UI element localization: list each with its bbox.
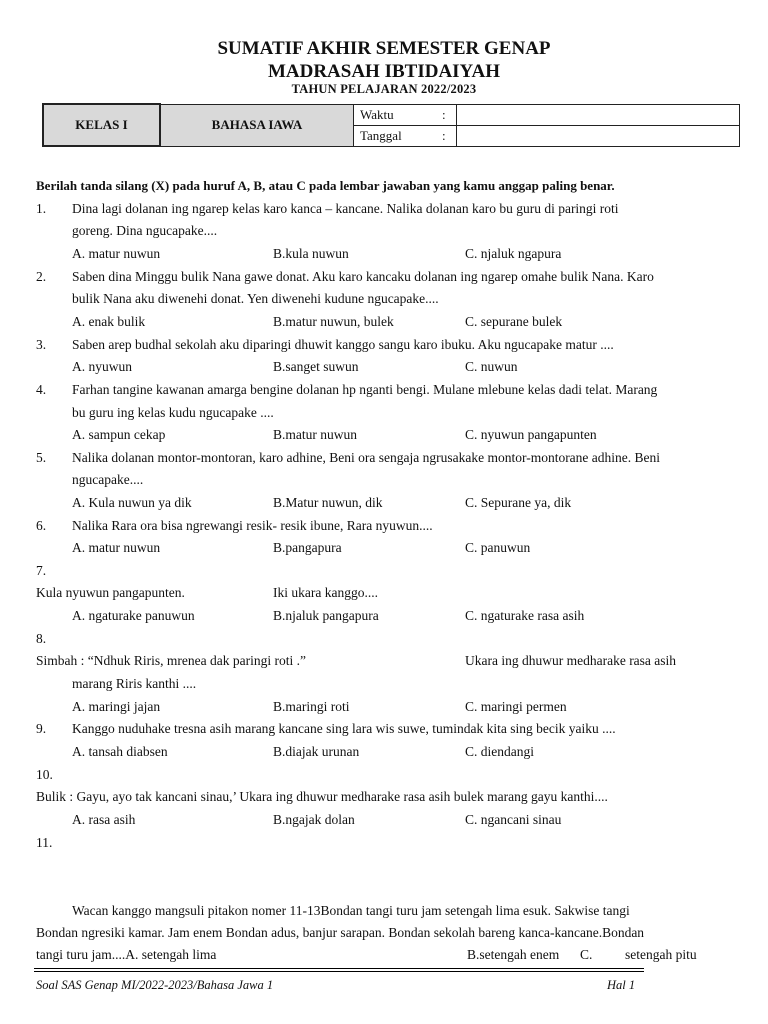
- option-b: B.kula nuwun: [273, 246, 349, 261]
- question-text: Kula nyuwun pangapunten.: [36, 585, 185, 600]
- page-number: Hal 1: [607, 978, 636, 992]
- question-number: 6.: [36, 518, 47, 533]
- question-text: Saben dina Minggu bulik Nana gawe donat. Aku karo kancaku dolanan ing ngarep omahe bulik Nana. Karo: [72, 269, 654, 284]
- date-value-field[interactable]: [457, 125, 740, 146]
- time-colon: :: [436, 104, 457, 125]
- academic-year: TAHUN PELAJARAN 2022/2023: [291, 82, 477, 96]
- question-number: 1.: [36, 201, 47, 216]
- option-a: A. ngaturake panuwun: [72, 608, 195, 623]
- option-c-letter: C.: [580, 947, 593, 962]
- question-text: Nalika Rara ora bisa ngrewangi resik- resik ibune, Rara nyuwun....: [72, 518, 433, 533]
- option-a: A. Kula nuwun ya dik: [72, 495, 192, 510]
- footer-left: Soal SAS Genap MI/2022-2023/Bahasa Jawa 1: [36, 978, 274, 992]
- option-c: C. sepurane bulek: [465, 314, 563, 329]
- question-text: Dina lagi dolanan ing ngarep kelas karo kanca – kancane. Nalika dolanan karo bu guru di paringi roti: [72, 201, 619, 216]
- question-number: 5.: [36, 450, 47, 465]
- question-text: goreng. Dina ngucapake....: [72, 223, 218, 238]
- option-b: B.njaluk pangapura: [273, 608, 379, 623]
- option-b: B.setengah enem: [467, 947, 560, 962]
- option-b: B.diajak urunan: [273, 744, 360, 759]
- info-table: [42, 103, 740, 147]
- passage-text: tangi turu jam....A. setengah lima: [36, 947, 217, 962]
- question-text: Simbah : “Ndhuk Riris, mrenea dak paringi roti .”: [36, 653, 306, 668]
- option-c: C. Sepurane ya, dik: [465, 495, 572, 510]
- option-c: C. nyuwun pangapunten: [465, 427, 597, 442]
- time-value-field[interactable]: [457, 104, 740, 125]
- option-a: A. nyuwun: [72, 359, 132, 374]
- option-c: C. panuwun: [465, 540, 531, 555]
- date-label: Tanggal: [354, 125, 437, 146]
- question-number: 9.: [36, 721, 47, 736]
- passage-text: Bondan ngresiki kamar. Jam enem Bondan adus, banjur sarapan. Bondan sekolah bareng kanca-kancane.Bondan: [36, 925, 645, 940]
- question-text: Bulik : Gayu, ayo tak kancani sinau,’ Ukara ing dhuwur medharake rasa asih bulek marang gayu kanthi....: [36, 789, 608, 804]
- option-b: B.pangapura: [273, 540, 342, 555]
- question-text: Ukara ing dhuwur medharake rasa asih: [465, 653, 677, 668]
- question-number: 2.: [36, 269, 47, 284]
- option-a: A. sampun cekap: [72, 427, 166, 442]
- footer-rule: [34, 968, 644, 969]
- question-number: 10.: [36, 767, 53, 782]
- option-c: C. ngancani sinau: [465, 812, 562, 827]
- question-text: Kanggo nuduhake tresna asih marang kancane sing lara wis suwe, tumindak kita sing becik yaiku ....: [72, 721, 616, 736]
- option-c: C. nuwun: [465, 359, 518, 374]
- question-text: Farhan tangine kawanan amarga bengine dolanan hp nganti bengi. Mulane mlebune kelas dadi telat. Marang: [72, 382, 658, 397]
- subject-label: BAHASA IAWA: [160, 104, 354, 146]
- option-a: A. matur nuwun: [72, 540, 161, 555]
- option-a: A. tansah diabsen: [72, 744, 168, 759]
- question-text: ngucapake....: [72, 472, 144, 487]
- question-text: Nalika dolanan montor-montoran, karo adhine, Beni ora sengaja ngrusakake montor-montorane adhine. Beni: [72, 450, 661, 465]
- question-number: 8.: [36, 631, 47, 646]
- option-b: B.matur nuwun: [273, 427, 357, 442]
- question-number: 11.: [36, 835, 53, 850]
- option-c: C. maringi permen: [465, 699, 567, 714]
- option-c: C. ngaturake rasa asih: [465, 608, 585, 623]
- class-label: KELAS I: [43, 104, 160, 146]
- question-text: marang Riris kanthi ....: [72, 676, 197, 691]
- question-number: 3.: [36, 337, 47, 352]
- option-b: B.Matur nuwun, dik: [273, 495, 383, 510]
- question-text: Saben arep budhal sekolah aku diparingi dhuwit kanggo sangu karo ibuku. Aku ngucapake matur ....: [72, 337, 614, 352]
- option-a: A. maringi jajan: [72, 699, 161, 714]
- option-b: B.sanget suwun: [273, 359, 359, 374]
- option-c: C. diendangi: [465, 744, 534, 759]
- school-name: MADRASAH IBTIDAIYAH: [267, 61, 501, 82]
- question-number: 4.: [36, 382, 47, 397]
- option-b: B.matur nuwun, bulek: [273, 314, 394, 329]
- option-c: setengah pitu: [625, 947, 697, 962]
- passage-text: Wacan kanggo mangsuli pitakon nomer 11-13Bondan tangi turu jam setengah lima esuk. Sakwise tangi: [72, 903, 630, 918]
- instruction: Berilah tanda silang (X) pada huruf A, B, atau C pada lembar jawaban yang kamu anggap paling benar.: [36, 178, 615, 193]
- question-text: bu guru ing kelas kudu ngucapake ....: [72, 405, 274, 420]
- option-a: A. rasa asih: [72, 812, 136, 827]
- option-c: C. njaluk ngapura: [465, 246, 562, 261]
- option-b: B.ngajak dolan: [273, 812, 355, 827]
- option-a: A. matur nuwun: [72, 246, 161, 261]
- exam-title: SUMATIF AKHIR SEMESTER GENAP: [217, 38, 551, 59]
- question-text: bulik Nana aku diwenehi donat. Yen diwenehi kudune ngucapake....: [72, 291, 439, 306]
- question-number: 7.: [36, 563, 47, 578]
- option-b: B.maringi roti: [273, 699, 350, 714]
- time-label: Waktu: [354, 104, 437, 125]
- question-text: Iki ukara kanggo....: [273, 585, 378, 600]
- footer-rule: [34, 971, 644, 972]
- option-a: A. enak bulik: [72, 314, 146, 329]
- date-colon: :: [436, 125, 457, 146]
